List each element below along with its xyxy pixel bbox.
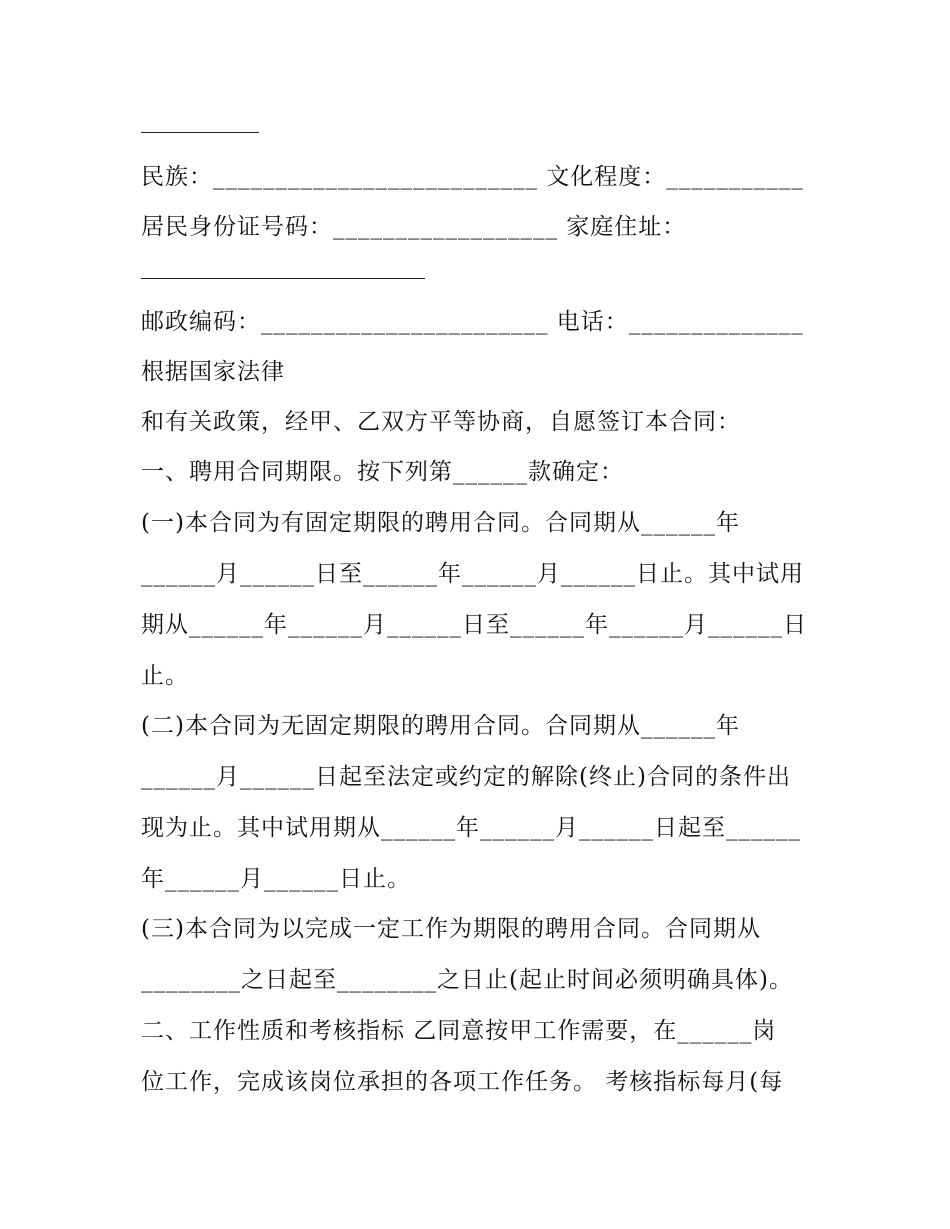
paragraph-line: 年______月______日止。: [141, 866, 411, 892]
ethnicity-education-line: 民族：__________________________ 文化程度：___________: [141, 164, 804, 190]
paragraph-line: 和有关政策，经甲、乙双方平等协商，自愿签订本合同：: [141, 409, 741, 435]
paragraph-line: ______月______日起至法定或约定的解除(终止)合同的条件出: [141, 764, 791, 790]
postal-phone-line: 邮政编码：_______________________ 电话：______________: [141, 309, 804, 335]
paragraph-line: (二)本合同为无固定期限的聘用合同。合同期从______年: [141, 713, 740, 739]
paragraph-line: 位工作，完成该岗位承担的各项工作任务。 考核指标每月(每: [141, 1069, 784, 1095]
blank-line: [141, 278, 425, 279]
paragraph-line: (三)本合同为以完成一定工作为期限的聘用合同。合同期从: [141, 916, 761, 942]
paragraph-line: 期从______年______月______日至______年______月______日: [141, 612, 807, 638]
paragraph-line: 止。: [141, 663, 189, 689]
paragraph-line: (一)本合同为有固定期限的聘用合同。合同期从______年: [141, 510, 740, 536]
id-number-address-line: 居民身份证号码：__________________ 家庭住址：: [141, 214, 687, 240]
paragraph-line: 根据国家法律: [141, 359, 285, 385]
paragraph-line: ________之日起至________之日止(起止时间必须明确具体)。: [141, 967, 793, 993]
section-heading: 一、聘用合同期限。按下列第______款确定：: [141, 459, 624, 485]
blank-line: [141, 132, 259, 133]
paragraph-line: 现为止。其中试用期从______年______月______日起至______: [141, 815, 801, 841]
section-heading: 二、工作性质和考核指标 乙同意按甲工作需要，在______岗: [141, 1018, 777, 1044]
paragraph-line: ______月______日至______年______月______日止。其中试用: [141, 561, 804, 587]
